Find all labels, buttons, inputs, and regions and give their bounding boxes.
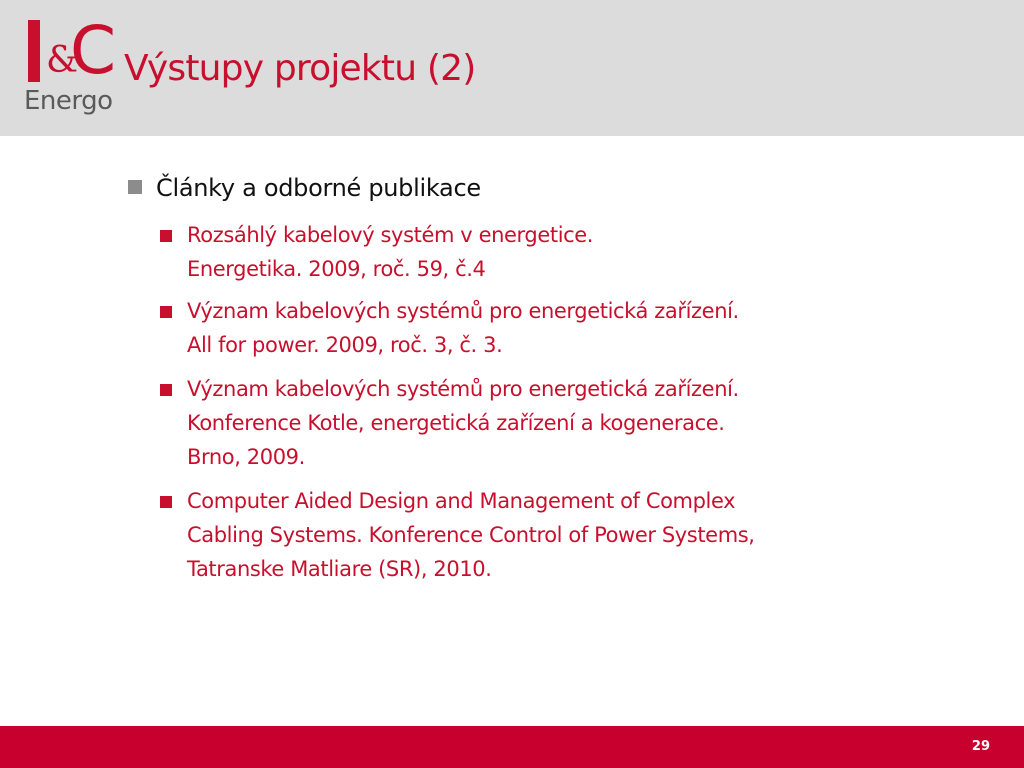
- bullet-level-1-text: Články a odborné publikace: [156, 174, 481, 202]
- publication-item: [160, 484, 920, 588]
- publication-line: Konference Kotle, energetická zařízení a kogenerace.: [187, 411, 725, 435]
- square-bullet-icon: [160, 306, 172, 318]
- slide-footer: [0, 726, 1024, 768]
- publication-item: [160, 218, 920, 288]
- publication-text: [187, 294, 917, 362]
- publication-line: Energetika. 2009, roč. 59, č.4: [187, 257, 486, 281]
- publication-text: [187, 218, 917, 286]
- publication-item: [160, 372, 920, 476]
- publication-line: Tatranske Matliare (SR), 2010.: [187, 557, 492, 581]
- slide-title: Výstupy projektu (2): [124, 48, 476, 89]
- square-bullet-icon: [128, 180, 142, 194]
- publication-item: [160, 294, 920, 364]
- logo-wordmark: Energo: [24, 86, 113, 116]
- publication-line: Rozsáhlý kabelový systém v energetice.: [187, 223, 594, 247]
- publication-text: [187, 484, 917, 586]
- square-bullet-icon: [160, 230, 172, 242]
- publication-line: Cabling Systems. Konference Control of Power Systems,: [187, 523, 755, 547]
- square-bullet-icon: [160, 384, 172, 396]
- page-number: 29: [971, 739, 990, 754]
- publication-text: [187, 372, 917, 474]
- bullet-level-1: [128, 168, 928, 208]
- publication-line: Význam kabelových systémů pro energetická zařízení.: [187, 377, 739, 401]
- publication-line: Význam kabelových systémů pro energetická zařízení.: [187, 299, 739, 323]
- square-bullet-icon: [160, 496, 172, 508]
- logo-letter-c: C: [70, 12, 117, 89]
- publication-line: Brno, 2009.: [187, 445, 305, 469]
- publication-line: Computer Aided Design and Management of Complex: [187, 489, 736, 513]
- publication-line: All for power. 2009, roč. 3, č. 3.: [187, 333, 503, 357]
- logo-ampersand: &: [45, 40, 79, 81]
